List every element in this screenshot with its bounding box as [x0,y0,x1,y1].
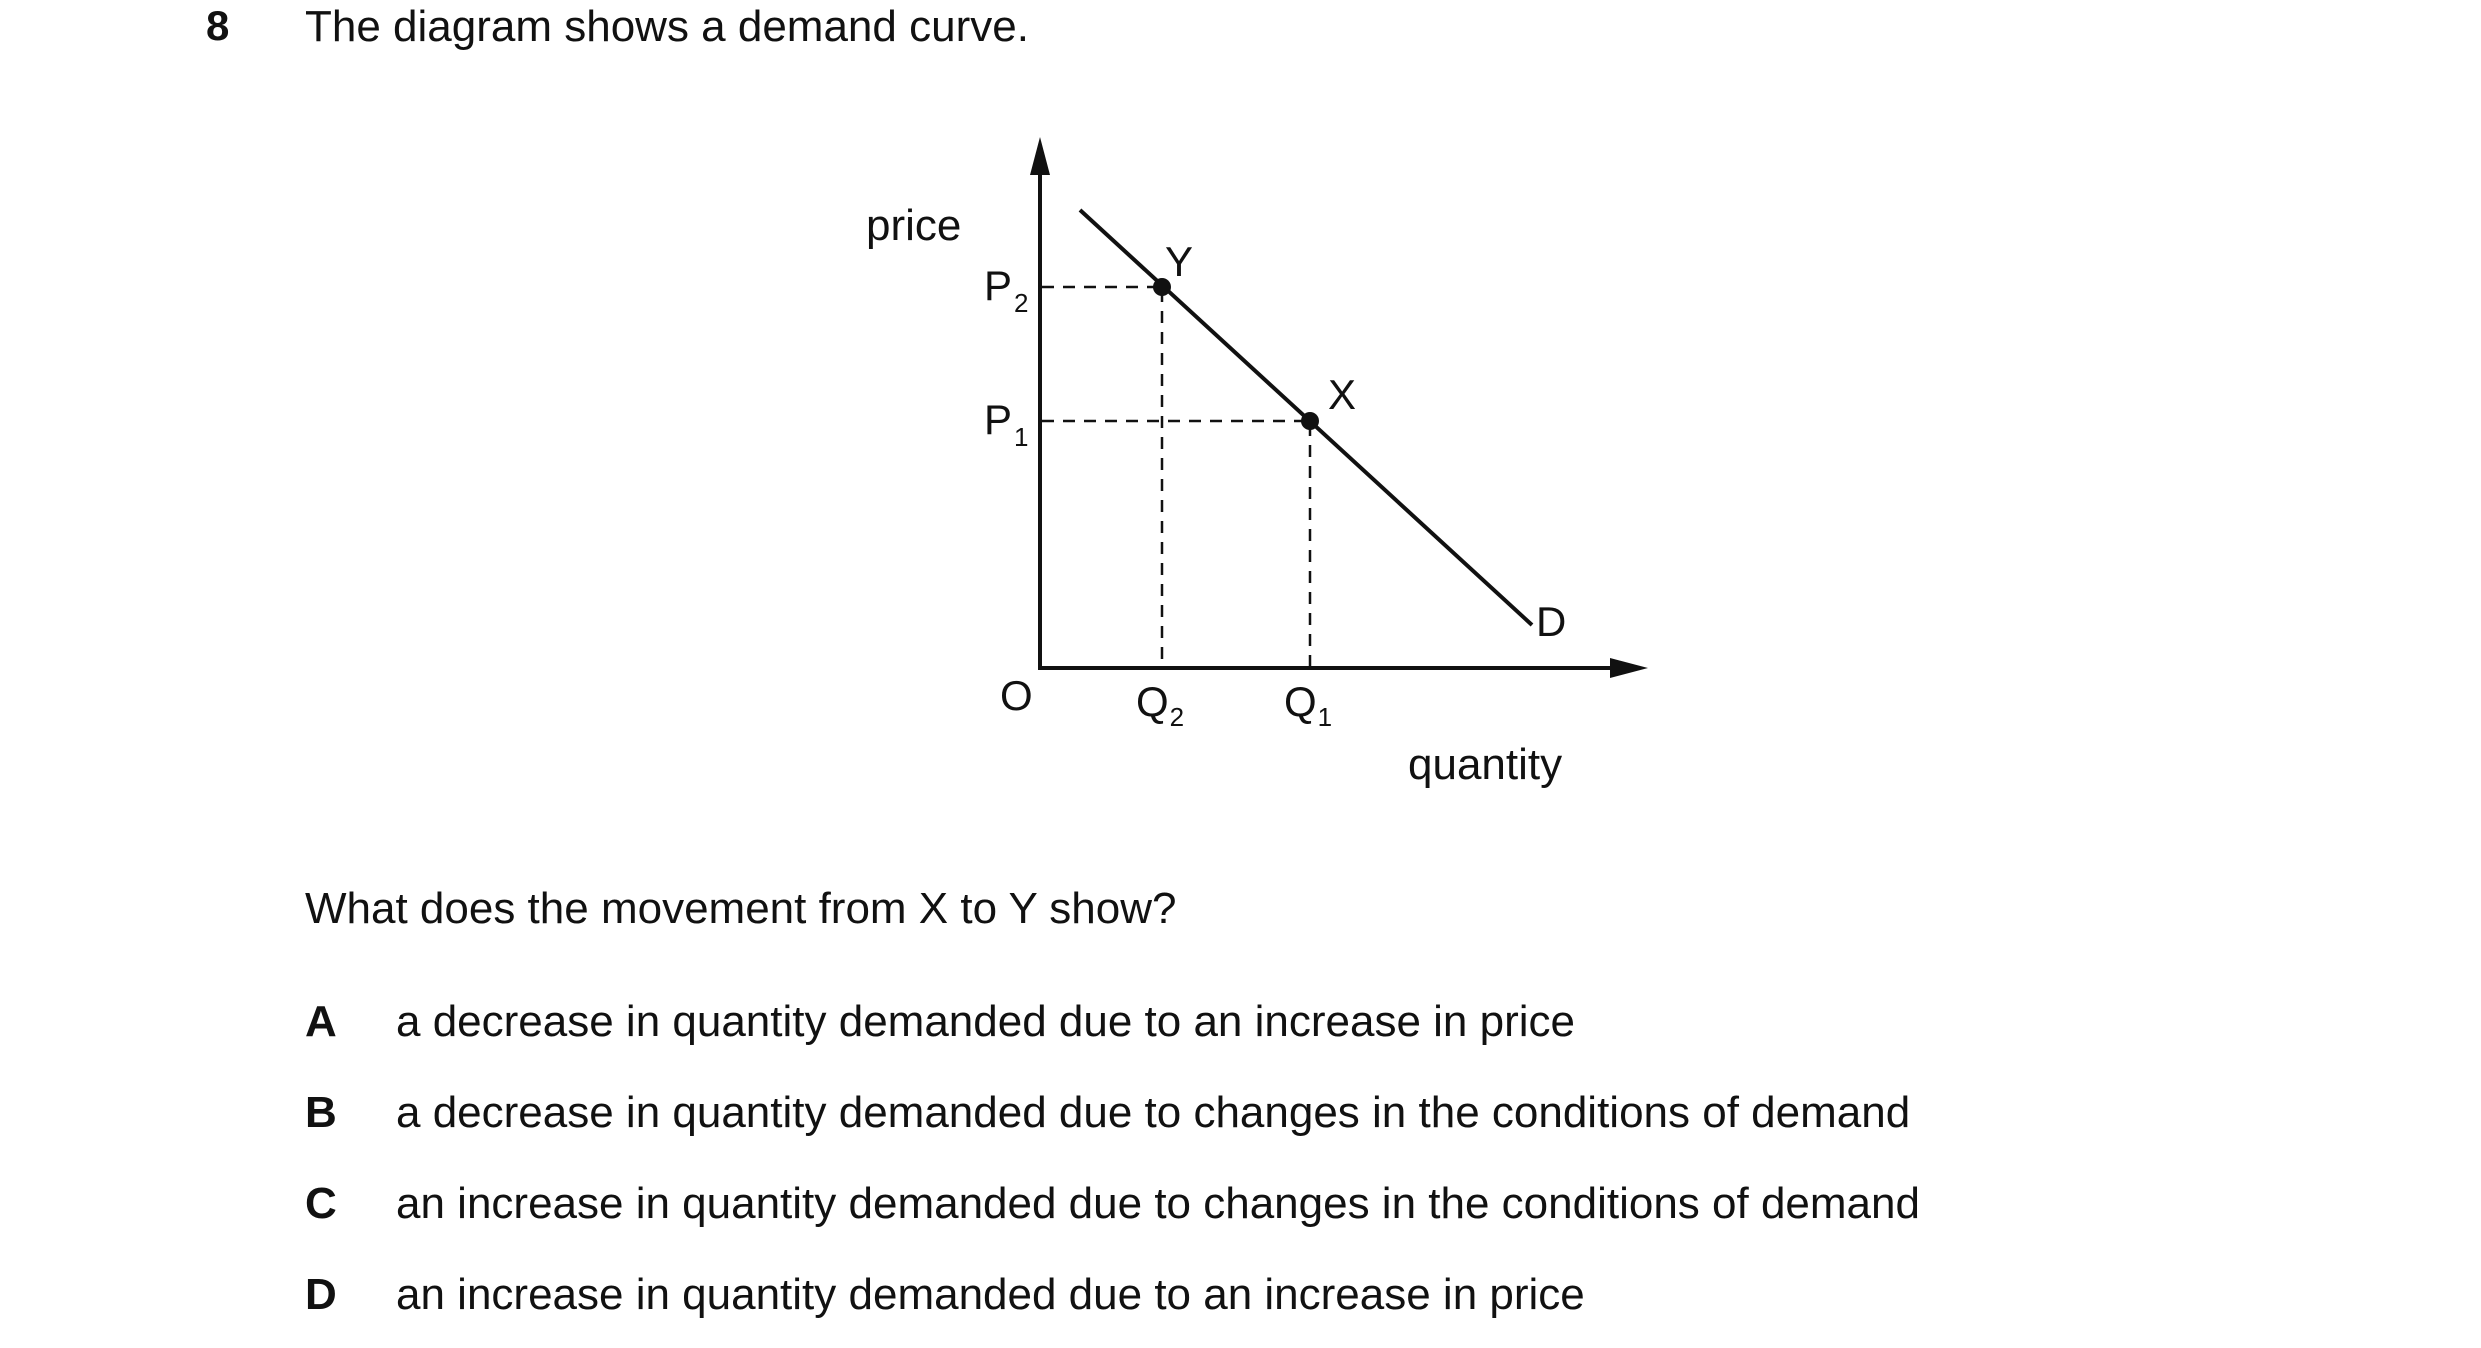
price-label-p1: $P_1$ [984,396,1029,452]
price-label-p2: $P_2$ [984,262,1029,318]
quantity-label-q1: $Q_1$ [1284,678,1333,732]
origin-label: O [1000,672,1033,719]
option-letter: D [305,1270,337,1319]
option-letter: C [305,1179,337,1228]
option-letter: A [305,997,337,1046]
demand-curve-label: D [1536,598,1567,645]
option-text: an increase in quantity demanded due to changes in the conditions of demand [396,1179,1920,1228]
quantity-label-q2: $Q_2$ [1136,678,1185,732]
point-x-marker [1301,412,1319,430]
y-axis-label: price [866,201,962,250]
option-text: an increase in quantity demanded due to an increase in price [396,1270,1585,1319]
point-x-label: X [1328,371,1357,418]
option-text: a decrease in quantity demanded due to changes in the conditions of demand [396,1088,1911,1137]
question-prompt: What does the movement from X to Y show? [305,884,1177,933]
point-y-label: Y [1165,238,1194,285]
option-text: a decrease in quantity demanded due to an increase in price [396,997,1575,1046]
question-stem: The diagram shows a demand curve. [305,2,1029,51]
x-axis-arrowhead [1610,658,1648,678]
x-axis-label: quantity [1408,740,1563,789]
question-number: 8 [206,2,230,49]
y-axis-arrowhead [1030,137,1050,175]
option-letter: B [305,1088,337,1137]
